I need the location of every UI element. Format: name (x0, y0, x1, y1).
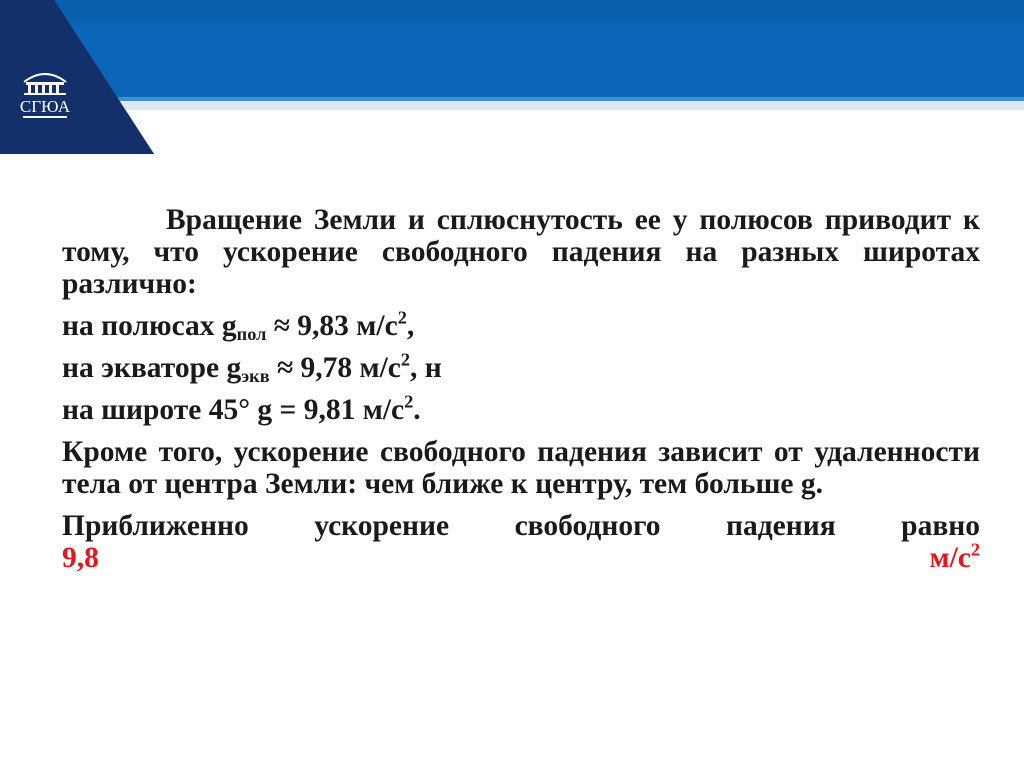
logo-emblem (14, 60, 76, 122)
distance-paragraph: Кроме того, ускорение свободного падения зависит от удаленности тела от центра Земли: чем ближе к центру, тем больше g. (62, 436, 980, 500)
slide-body (62, 204, 980, 584)
logo-text: СГЮА (19, 97, 71, 116)
approximation-paragraph (62, 510, 980, 574)
poles-line: на полюсах $g_{пол} \approx 9,83$ $м/с^2$, (62, 307, 415, 345)
equator-line: на экваторе $g_{экв} \approx 9,78$ $м/с^2$, н (62, 349, 442, 387)
latitude-line: на широте 45° g = 9,81 $м/с^2$. (62, 391, 421, 426)
intro-paragraph: Вращение Земли и сплюснутость ее у полюсов приводит к тому, что ускорение свободного падения на разных широтах различно: (62, 204, 980, 300)
approximation-text: Приближенно ускорение свободного падения равно (62, 510, 980, 542)
approximation-value: 9,8 $м/с^2$ (62, 539, 980, 574)
